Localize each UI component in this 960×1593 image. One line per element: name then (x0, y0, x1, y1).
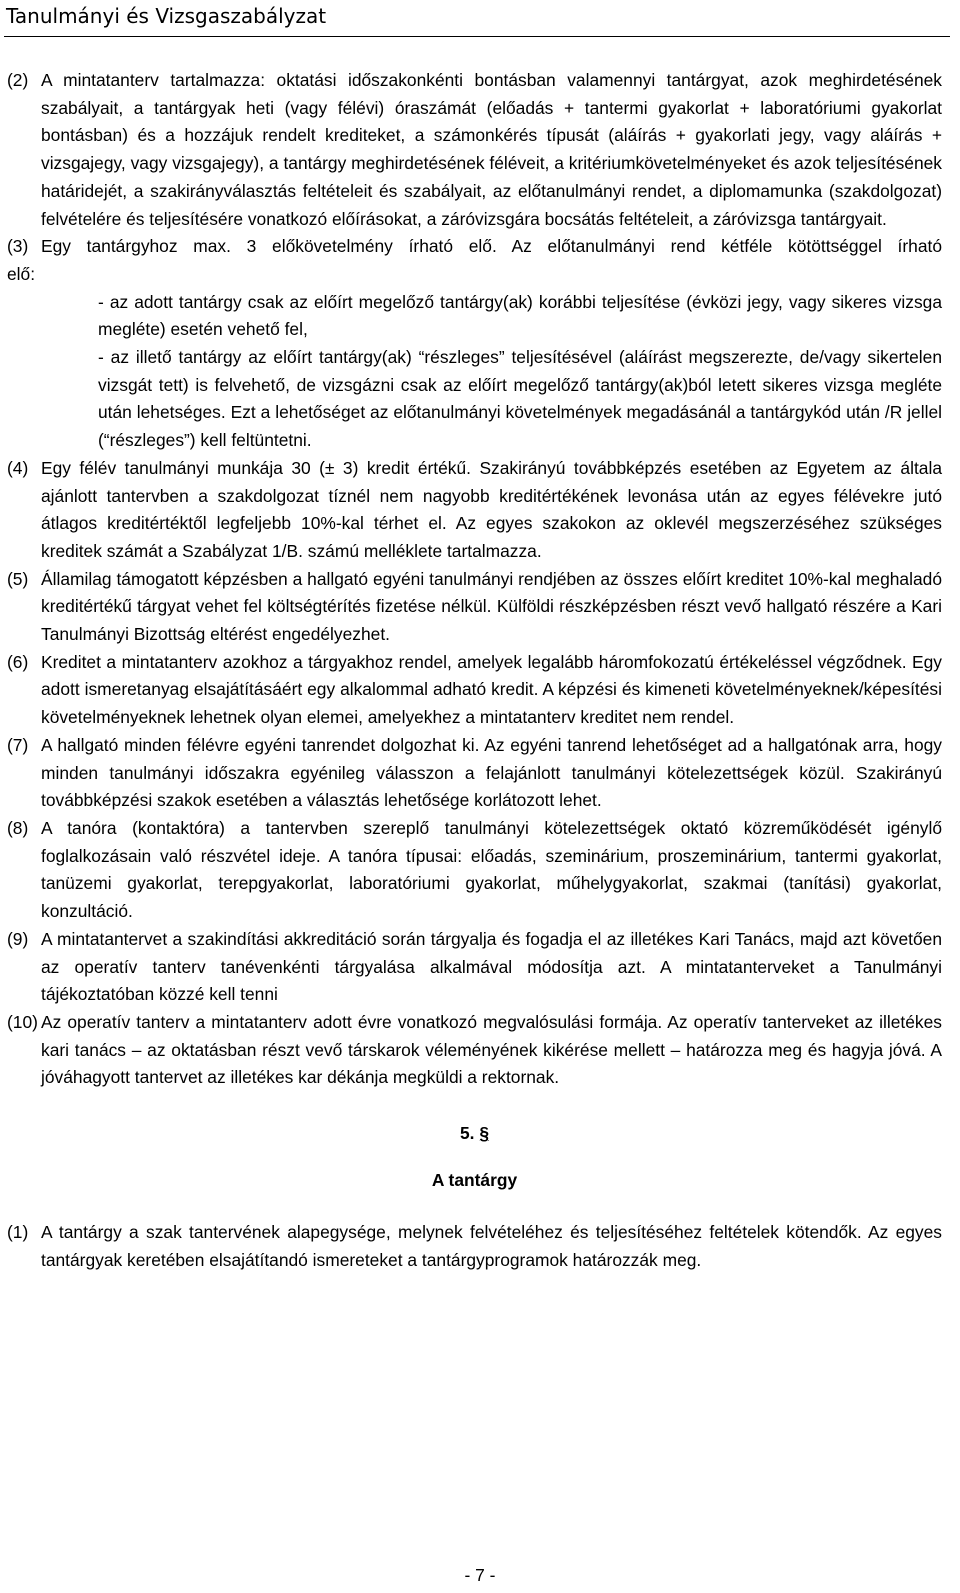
header-divider (4, 36, 950, 37)
paragraph-number: (6) (7, 651, 29, 672)
paragraph-text: A mintatantervet a szakindítási akkreditáció során tárgyalja és fogadja el az illetékes Kari Tanács, majd azt követően az operatív tanterv tanévenkénti tárgyalása alkalmával módosítja azt. A mintatanterveket a Tanulmányi tájékoztatóban közzé kell tenni (41, 928, 942, 1005)
section-paragraph-1 (7, 1219, 942, 1274)
paragraph-10 (7, 1009, 942, 1092)
paragraph-text: Egy félév tanulmányi munkája 30 (± 3) kredit értékű. Szakirányú továbbképzés esetében az Egyetem az általa ajánlott tantervben a szakdolgozat tíznél nem nagyobb kreditértékének levonása után az egyes félévekre jutó átlagos kreditértéktől legfeljebb 10%-kal térhet el. Az egyes szakokon az oklevél megszerzéséhez szükséges kreditek számát a Szabályzat 1/B. számú melléklete tartalmazza. (41, 457, 942, 561)
paragraph-text: Államilag támogatott képzésben a hallgató egyéni tanulmányi rendjében az összes előírt kreditet 10%-kal meghaladó kreditértékű tárgyat vehet fel költségtérítés fizetése nélkül. Külföldi részképzésben részt vevő hallgató részére a Kari Tanulmányi Bizottság eltérést engedélyezhet. (41, 568, 942, 645)
paragraph-4 (7, 455, 942, 566)
paragraph-7 (7, 732, 942, 815)
paragraph-number: (3) (7, 236, 29, 257)
paragraph-3 (7, 233, 942, 261)
paragraph-text: A hallgató minden félévre egyéni tanrendet dolgozhat ki. Az egyéni tanrend lehetőséget ad a hallgatónak arra, hogy minden tanulmányi időszakra egyénileg válasszon a felajánlott tanulmányi kötelezettségek közül. Szakirányú továbbképzési szakok esetében a választás lehetősége korlátozott lehet. (41, 734, 942, 811)
paragraph-number: (10) (7, 1011, 38, 1032)
section-symbol: § (479, 1123, 490, 1144)
section-heading (7, 1120, 942, 1148)
paragraph-text: Az operatív tanterv a mintatanterv adott évre vonatkozó megvalósulási formája. Az operatív tanterveket az illetékes kari tanács – az oktatásban részt vevő társkarok véleményének kikérése mellett – határozza meg és hagyja jóvá. A jóváhagyott tantervet az illetékes kar dékánja megküldi a rektornak. (41, 1011, 942, 1088)
header-title: Tanulmányi és Vizsgaszabályzat (6, 4, 327, 28)
paragraph-number: (1) (7, 1222, 29, 1243)
paragraph-number: (5) (7, 568, 29, 589)
paragraph-text: Egy tantárgyhoz max. 3 előkövetelmény írható elő. Az előtanulmányi rend kétféle kötöttséggel írható (41, 236, 942, 257)
paragraph-3-continuation: elő: (7, 263, 36, 284)
paragraph-number: (4) (7, 457, 29, 478)
paragraph-text: A tantárgy a szak tantervének alapegysége, melynek felvételéhez és teljesítéséhez feltételek kötendők. Az egyes tantárgyak keretében elsajátítandó ismereteket a tantárgyprogramok határozzák meg. (41, 1222, 942, 1271)
page-number: - 7 - (464, 1565, 496, 1585)
section-title: A tantárgy (431, 1169, 518, 1190)
paragraph-text: A mintatanterv tartalmazza: oktatási időszakonkénti bontásban valamennyi tantárgyat, azok meghirdetésének szabályait, a tantárgyak heti (vagy félévi) óraszámát (előadás + tantermi gyakorlat + laboratóriumi gyakorlat bontásban) és a hozzájuk rendelt krediteket, a számonkérés típusát (aláírás + gyakorlati jegy, vagy aláírás + vizsgajegy, vagy vizsgajegy), a tantárgy meghirdetésének féléveit, a kritériumkövetelményeket és azok teljesítésének határidejét, a szakirányválasztás feltételeit és szabályait, az előtanulmányi rendet, a diplomamunka (szakdolgozat) felvételére és teljesítésére vonatkozó előírásokat, a záróvizsgára bocsátás feltételeit, a záróvizsga tantárgyait. (41, 70, 942, 229)
list-item: - az adott tantárgy csak az előírt megelőző tantárgy(ak) korábbi teljesítése (évközi jegy, vagy sikeres vizsga megléte) esetén vehető fel, (98, 291, 942, 340)
paragraph-number: (7) (7, 734, 29, 755)
section-number: 5. (459, 1123, 475, 1144)
paragraph-5 (7, 566, 942, 649)
document-body (7, 67, 942, 1275)
paragraph-6 (7, 649, 942, 732)
paragraph-number: (2) (7, 70, 29, 90)
paragraph-text: Kreditet a mintatanterv azokhoz a tárgyakhoz rendel, amelyek legalább háromfokozatú értékeléssel végződnek. Egy adott ismeretanyag elsajátításáért egy alkalommal adható kredit. A képzési és kimeneti követelményeknek/képesítési követelményeknek lehetnek olyan elemei, amelyekhez a mintatanterv kreditet nem rendel. (41, 651, 942, 728)
paragraph-number: (8) (7, 817, 29, 838)
paragraph-8 (7, 815, 942, 926)
paragraph-2 (7, 67, 942, 233)
list-item: - az illető tantárgy az előírt tantárgy(ak) “részleges” teljesítésével (aláírást megszerezte, de/vagy sikertelen vizsgát tett) is felvehető, de vizsgázni csak az előírt megelőző tantárgy(ak)ból letett sikeres vizsga megléte után lehetséges. Ezt a lehetőséget az előtanulmányi követelmények megadásánál a tantárgykód után /R jellel (“részleges”) kell feltüntetni. (98, 347, 942, 451)
paragraph-text: A tanóra (kontaktóra) a tantervben szereplő tanulmányi kötelezettségek oktató közreműködését igénylő foglalkozásain való részvétel ideje. A tanóra típusai: előadás, szeminárium, proszeminárium, tantermi gyakorlat, tanüzemi gyakorlat, terepgyakorlat, laboratóriumi gyakorlat, műhelygyakorlat, szakmai (tanítási) gyakorlat, konzultáció. (41, 817, 942, 922)
paragraph-9 (7, 926, 942, 1009)
paragraph-number: (9) (7, 928, 29, 949)
